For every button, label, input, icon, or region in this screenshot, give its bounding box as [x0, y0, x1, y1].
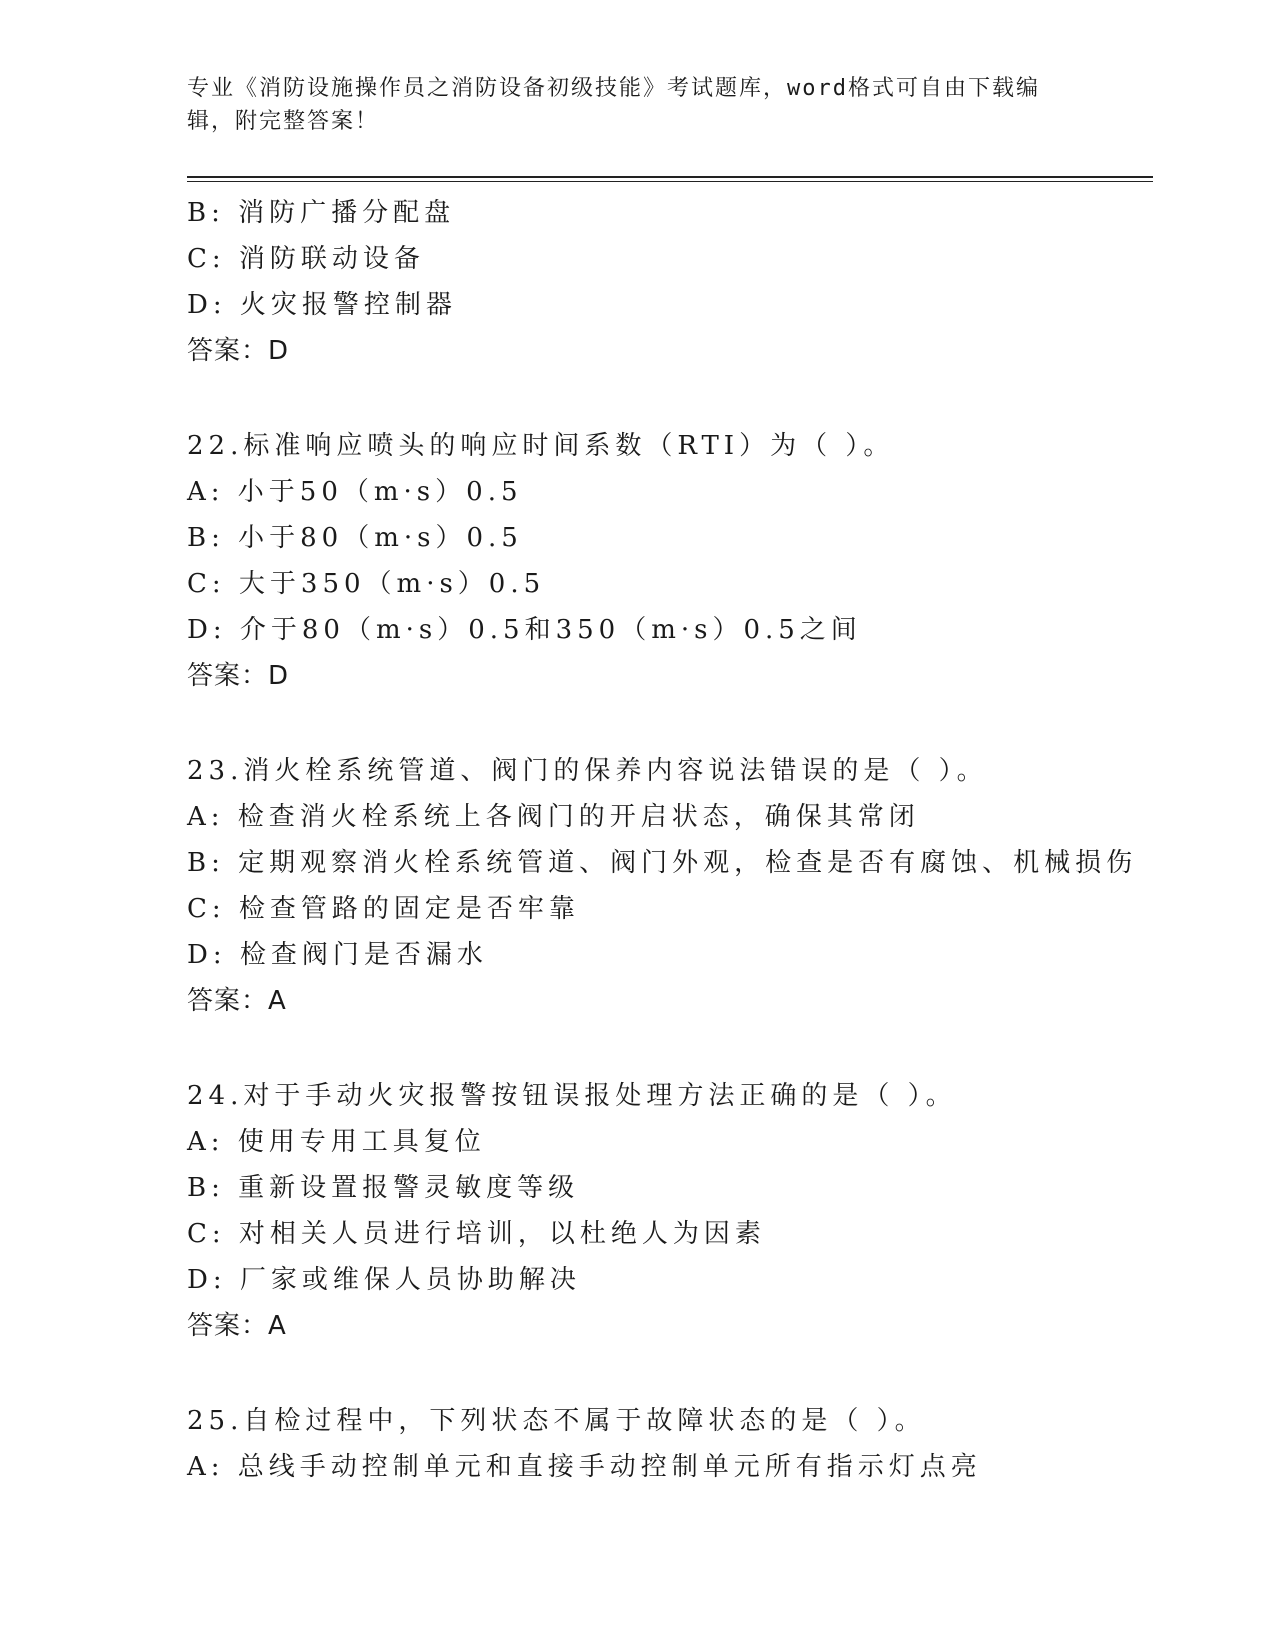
option-c: C: 大于350（m·s）0.5 [187, 569, 546, 599]
question-22 [187, 423, 1147, 699]
option-a: A: 检查消火栓系统上各阀门的开启状态，确保其常闭 [187, 802, 920, 832]
option-d: D: 厂家或维保人员协助解决 [187, 1265, 581, 1295]
question-list [187, 190, 1147, 1490]
option-d: D: 介于80（m·s）0.5和350（m·s）0.5之间 [187, 615, 862, 645]
header-divider-thin [187, 181, 1153, 182]
question-24 [187, 1073, 1147, 1349]
answer: 答案：D [187, 661, 290, 691]
option-b: B: 消防广播分配盘 [187, 198, 456, 228]
question-title: 22.标准响应喷头的响应时间系数（RTI）为（ ）。 [187, 431, 895, 461]
header-line-2: 辑，附完整答案！ [187, 109, 380, 134]
question-25 [187, 1398, 1147, 1490]
answer: 答案：A [187, 1311, 287, 1341]
option-a: A: 总线手动控制单元和直接手动控制单元所有指示灯点亮 [187, 1452, 982, 1482]
option-b: B: 重新设置报警灵敏度等级 [187, 1173, 580, 1203]
header-divider [187, 176, 1153, 178]
header-line-1: 专业《消防设施操作员之消防设备初级技能》考试题库，word格式可自由下载编 [187, 76, 1040, 101]
question-title: 23.消火栓系统管道、阀门的保养内容说法错误的是（ ）。 [187, 756, 988, 786]
option-c: C: 消防联动设备 [187, 244, 425, 274]
answer: 答案：D [187, 336, 290, 366]
option-c: C: 检查管路的固定是否牢靠 [187, 894, 580, 924]
document-header [187, 72, 1067, 138]
question-title: 24.对于手动火灾报警按钮误报处理方法正确的是（ ）。 [187, 1081, 957, 1111]
option-d: D: 检查阀门是否漏水 [187, 940, 488, 970]
option-c: C: 对相关人员进行培训，以杜绝人为因素 [187, 1219, 766, 1249]
question-title: 25.自检过程中，下列状态不属于故障状态的是（ ）。 [187, 1406, 926, 1436]
question-21-continued [187, 190, 1147, 374]
option-d: D: 火灾报警控制器 [187, 290, 457, 320]
option-a: A: 小于50（m·s）0.5 [187, 477, 523, 507]
question-23 [187, 748, 1147, 1024]
option-b: B: 定期观察消火栓系统管道、阀门外观，检查是否有腐蚀、机械损伤 [187, 848, 1138, 878]
option-a: A: 使用专用工具复位 [187, 1127, 486, 1157]
option-b: B: 小于80（m·s）0.5 [187, 523, 523, 553]
answer: 答案：A [187, 986, 287, 1016]
